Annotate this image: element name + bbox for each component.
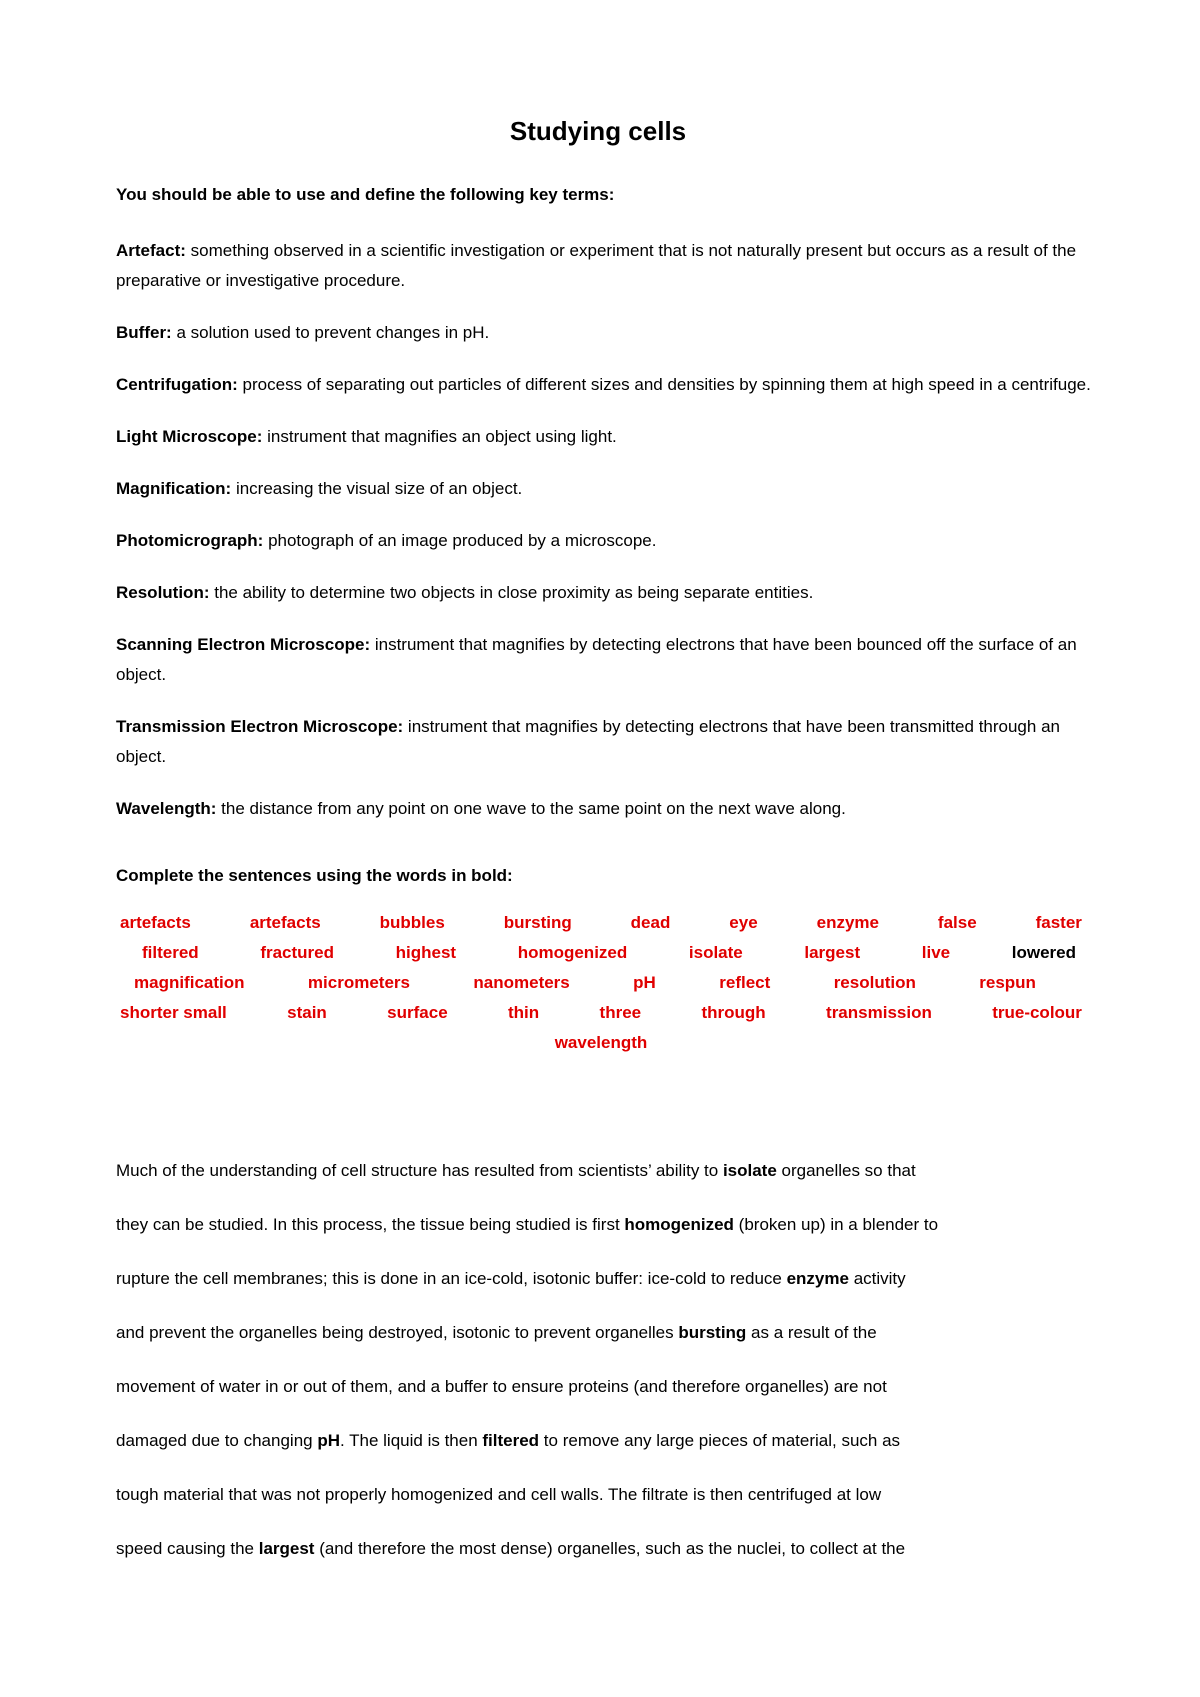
word-bank-word: respun	[979, 973, 1036, 992]
paragraph-text: they can be studied. In this process, the tissue being studied is first	[116, 1215, 625, 1234]
intro-text: You should be able to use and define the following key terms:	[116, 185, 615, 204]
cloze-paragraph	[116, 1144, 1106, 1576]
paragraph-text: to remove any large pieces of material, such as	[539, 1431, 901, 1450]
definition-item	[116, 474, 1096, 504]
word-bank-word: three	[599, 1003, 642, 1022]
paragraph-line	[116, 1198, 1106, 1252]
bold-answer-word: isolate	[722, 1161, 777, 1180]
word-bank-word: stain	[287, 1003, 327, 1022]
word-bank-word: pH	[633, 973, 656, 992]
definition-text: a solution used to prevent changes in pH.	[171, 323, 490, 342]
paragraph-text: speed causing the	[116, 1539, 259, 1558]
paragraph-text: tough material that was not properly homogenized and cell walls. The filtrate is then centrifuged at low	[116, 1485, 882, 1504]
definition-term: Artefact:	[116, 241, 186, 260]
bold-answer-word: largest	[258, 1539, 315, 1558]
word-bank-row	[116, 908, 1096, 938]
paragraph-text: . The liquid is then	[340, 1431, 483, 1450]
word-bank-word: wavelength	[554, 1033, 648, 1052]
definition-text: photograph of an image produced by a microscope.	[263, 531, 657, 550]
word-bank-word: lowered	[1011, 943, 1076, 962]
definition-item	[116, 794, 1096, 824]
word-bank-word: magnification	[134, 973, 245, 992]
definitions-list	[116, 236, 1096, 824]
definition-text: the distance from any point on one wave to the same point on the next wave along.	[216, 799, 846, 818]
definition-item	[116, 236, 1096, 296]
definition-term: Centrifugation:	[116, 375, 238, 394]
definition-term: Resolution:	[116, 583, 210, 602]
word-bank-word: largest	[804, 943, 861, 962]
word-bank-word: thin	[508, 1003, 540, 1022]
paragraph-text: movement of water in or out of them, and a buffer to ensure proteins (and therefore organelles) are not	[116, 1377, 887, 1396]
bold-answer-word: bursting	[678, 1323, 747, 1342]
definition-item	[116, 630, 1096, 690]
word-bank-word: bubbles	[379, 913, 445, 932]
word-bank-row	[116, 938, 1096, 968]
page-title: Studying cells	[509, 116, 687, 146]
word-bank-word: true-colour	[992, 1003, 1082, 1022]
definition-item	[116, 526, 1096, 556]
definition-term: Wavelength:	[116, 799, 217, 818]
paragraph-line	[116, 1306, 1106, 1360]
word-bank-word: filtered	[142, 943, 199, 962]
word-bank-word: micrometers	[307, 973, 410, 992]
definition-text: instrument that magnifies by detecting electrons that have been bounced off the surface of an object.	[116, 635, 1077, 684]
word-bank-word: false	[937, 913, 977, 932]
word-bank-word: eye	[729, 913, 758, 932]
definition-text: process of separating out particles of different sizes and densities by spinning them at high speed in a centrifuge.	[237, 375, 1091, 394]
word-bank-word: homogenized	[517, 943, 628, 962]
paragraph-line	[116, 1522, 1106, 1576]
paragraph-line	[116, 1360, 1106, 1414]
paragraph-text: organelles so that	[776, 1161, 916, 1180]
paragraph-text: activity	[848, 1269, 906, 1288]
bold-answer-word: homogenized	[624, 1215, 734, 1234]
definition-item	[116, 318, 1096, 348]
word-bank-row	[116, 998, 1096, 1028]
word-bank-row	[116, 1028, 1096, 1058]
paragraph-line	[116, 1252, 1106, 1306]
word-bank-word: surface	[387, 1003, 448, 1022]
definition-term: Magnification:	[116, 479, 232, 498]
word-bank-word: faster	[1035, 913, 1082, 932]
word-bank-word: bursting	[503, 913, 572, 932]
word-bank-row	[116, 968, 1096, 998]
definition-term: Scanning Electron Microscope:	[116, 635, 371, 654]
paragraph-text: as a result of the	[746, 1323, 877, 1342]
word-bank-word: artefacts	[249, 913, 321, 932]
paragraph-text: (broken up) in a blender to	[733, 1215, 939, 1234]
definition-term: Transmission Electron Microscope:	[116, 717, 404, 736]
definition-text: instrument that magnifies an object using light.	[262, 427, 617, 446]
word-bank	[116, 908, 1096, 1058]
definition-term: Light Microscope:	[116, 427, 263, 446]
definition-text: instrument that magnifies by detecting electrons that have been transmitted through an object.	[116, 717, 1060, 766]
word-bank-word: enzyme	[816, 913, 879, 932]
definition-text: increasing the visual size of an object.	[231, 479, 523, 498]
word-bank-word: reflect	[719, 973, 771, 992]
paragraph-line	[116, 1414, 1106, 1468]
definition-text: something observed in a scientific investigation or experiment that is not naturally present but occurs as a result of the preparative or investigative procedure.	[116, 241, 1077, 290]
word-bank-word: through	[701, 1003, 766, 1022]
word-bank-word: transmission	[826, 1003, 932, 1022]
word-bank-word: dead	[630, 913, 671, 932]
paragraph-text: (and therefore the most dense) organelles, such as the nuclei, to collect at the	[314, 1539, 906, 1558]
word-bank-word: isolate	[688, 943, 743, 962]
definition-text: the ability to determine two objects in close proximity as being separate entities.	[209, 583, 814, 602]
word-bank-word: resolution	[833, 973, 916, 992]
word-bank-word: artefacts	[120, 913, 191, 932]
bold-answer-word: filtered	[482, 1431, 540, 1450]
paragraph-text: damaged due to changing	[116, 1431, 318, 1450]
paragraph-line	[116, 1144, 1106, 1198]
paragraph-text: rupture the cell membranes; this is done in an ice-cold, isotonic buffer: ice-cold to reduce	[116, 1269, 787, 1288]
definition-item	[116, 370, 1096, 400]
word-bank-word: live	[921, 943, 951, 962]
definition-item	[116, 422, 1096, 452]
word-bank-word: fractured	[260, 943, 334, 962]
definition-term: Buffer:	[116, 323, 172, 342]
paragraph-line	[116, 1468, 1106, 1522]
definition-term: Photomicrograph:	[116, 531, 264, 550]
complete-heading: Complete the sentences using the words in bold:	[116, 866, 513, 885]
bold-answer-word: enzyme	[786, 1269, 849, 1288]
word-bank-word: nanometers	[473, 973, 570, 992]
paragraph-text: Much of the understanding of cell structure has resulted from scientists’ ability to	[116, 1161, 723, 1180]
paragraph-text: and prevent the organelles being destroyed, isotonic to prevent organelles	[116, 1323, 679, 1342]
word-bank-word: highest	[395, 943, 457, 962]
word-bank-word: shorter small	[120, 1003, 227, 1022]
bold-answer-word: pH	[317, 1431, 340, 1450]
definition-item	[116, 712, 1096, 772]
definition-item	[116, 578, 1096, 608]
